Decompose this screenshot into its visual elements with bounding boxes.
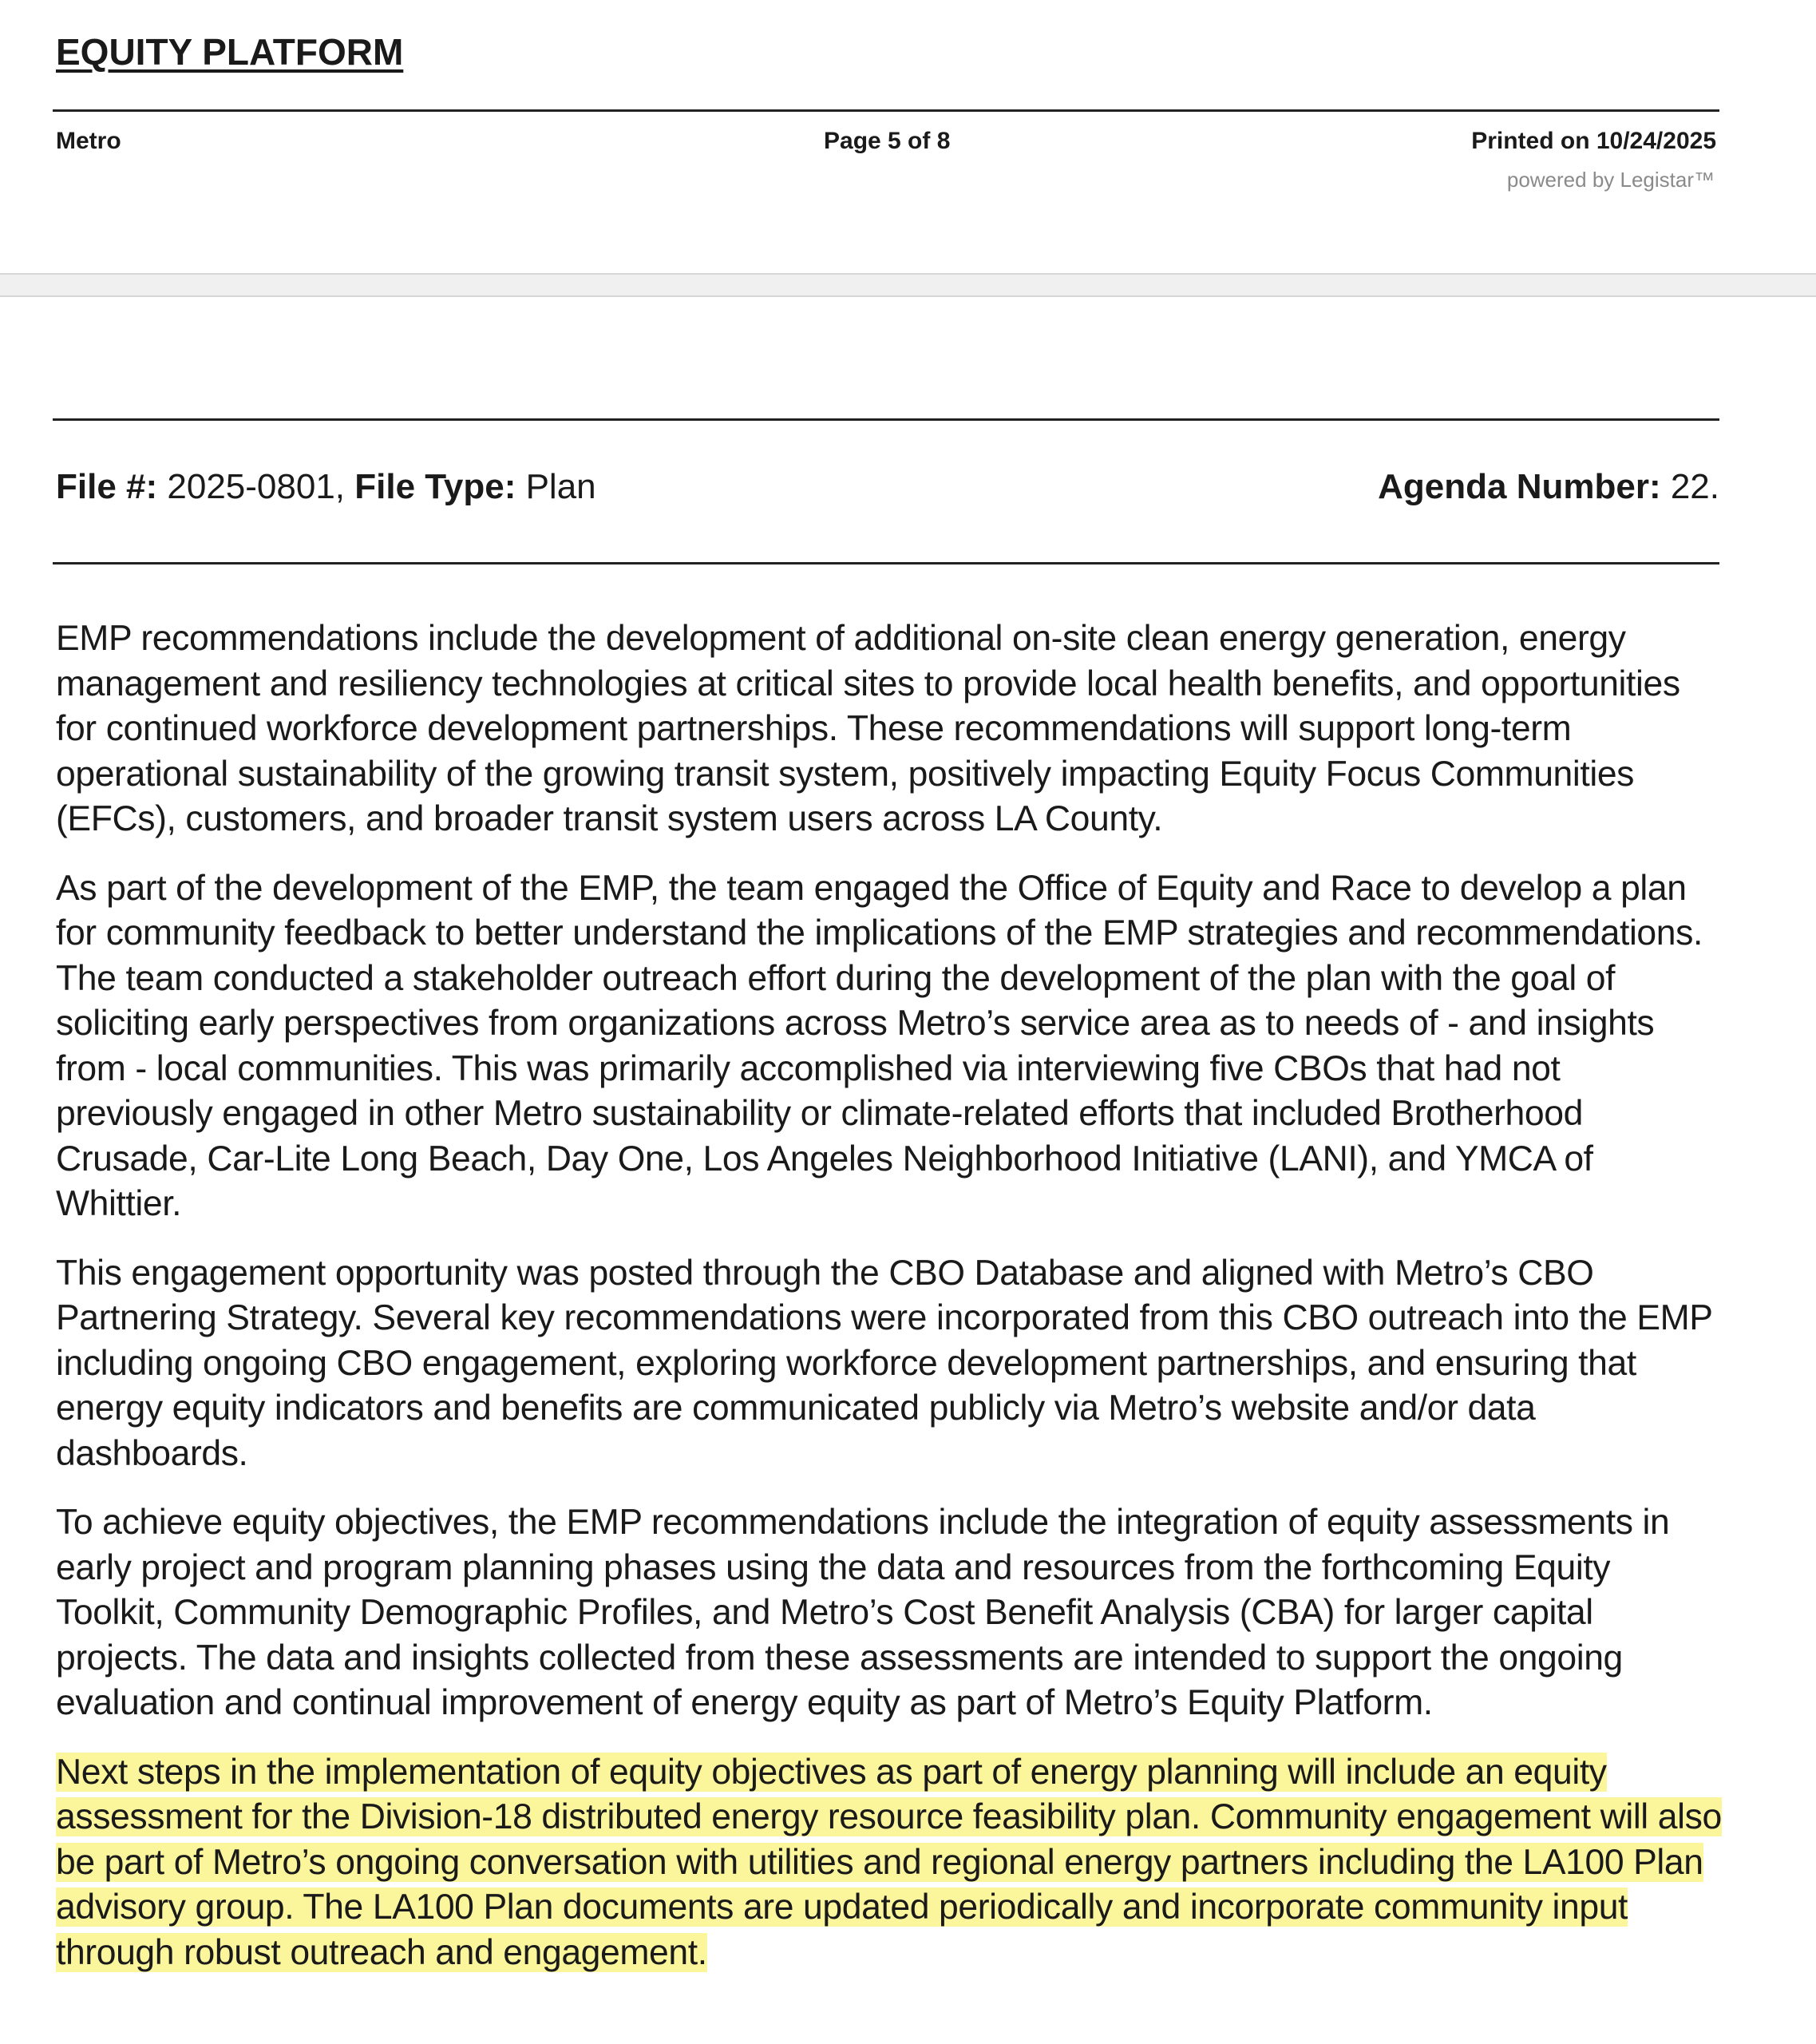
paragraph-next-steps-highlighted: [56, 1750, 1724, 1976]
footer-printed-date: Printed on 10/24/2025: [1471, 128, 1716, 154]
page-footer: [56, 128, 1716, 160]
section-heading: EQUITY PLATFORM: [56, 31, 404, 73]
powered-by-legistar: powered by Legistar™: [1506, 168, 1715, 192]
highlighted-text: Next steps in the implementation of equity objectives as part of energy planning will include an equity assessment for the Division-18 distributed energy resource feasibility plan. Community engagement will also be part of Metro’s ongoing conversation with utilities and regional energy partners including the LA100 Plan advisory group. The LA100 Plan documents are updated periodically and incorporate community input through robust outreach and engagement.: [56, 1752, 1722, 1972]
file-type-label: File Type:: [354, 467, 516, 506]
footer-org: Metro: [56, 128, 121, 154]
file-number-label: File #:: [56, 467, 158, 506]
header-top-rule: [53, 418, 1719, 421]
agenda-number: 22.: [1660, 467, 1719, 506]
header-bottom-rule: [53, 562, 1719, 564]
paragraph-equity-objectives: To achieve equity objectives, the EMP recommendations include the integration of equity assessments in early project and program planning phases using the data and resources from the forthcoming Equity Toolkit, Community Demographic Profiles, and Metro’s Cost Benefit Analysis (CBA) for larger capital projects. The data and insights collected from these assessments are intended to support the ongoing evaluation and continual improvement of energy equity as part of Metro’s Equity Platform.: [56, 1503, 1670, 1722]
footer-rule: [53, 109, 1719, 112]
file-header: [56, 467, 1719, 515]
footer-page-indicator: Page 5 of 8: [824, 128, 951, 154]
document-body: [56, 616, 1724, 1999]
file-number: 2025-0801,: [157, 467, 355, 506]
file-type: Plan: [516, 467, 596, 506]
paragraph-cbo-engagement: This engagement opportunity was posted through the CBO Database and aligned with Metro’s CBO Partnering Strategy. Several key recommendations were incorporated from this CBO outreach into the EMP including ongoing CBO engagement, exploring workforce development partnerships, and ensuring that energy equity indicators and benefits are communicated publicly via Metro’s website and/or data dashboards.: [56, 1253, 1712, 1473]
file-info: [56, 467, 596, 507]
page-separator: [0, 273, 1816, 297]
paragraph-stakeholder-outreach: As part of the development of the EMP, the team engaged the Office of Equity and Race to develop a plan for community feedback to better understand the implications of the EMP strategies and recommendations. The team conducted a stakeholder outreach effort during the development of the plan with the goal of soliciting early perspectives from organizations across Metro’s service area as to needs of - and insights from - local communities. This was primarily accomplished via interviewing five CBOs that had not previously engaged in other Metro sustainability or climate-related efforts that included Brotherhood Crusade, Car-Lite Long Beach, Day One, Los Angeles Neighborhood Initiative (LANI), and YMCA of Whittier.: [56, 868, 1703, 1223]
paragraph-emp-recommendations: EMP recommendations include the development of additional on-site clean energy generation, energy management and resiliency technologies at critical sites to provide local health benefits, and opportunities for continued workforce development partnerships. These recommendations will support long-term operational sustainability of the growing transit system, positively impacting Equity Focus Communities (EFCs), customers, and broader transit system users across LA County.: [56, 619, 1680, 838]
agenda-number-label: Agenda Number:: [1378, 467, 1661, 506]
agenda-info: [1378, 467, 1719, 507]
